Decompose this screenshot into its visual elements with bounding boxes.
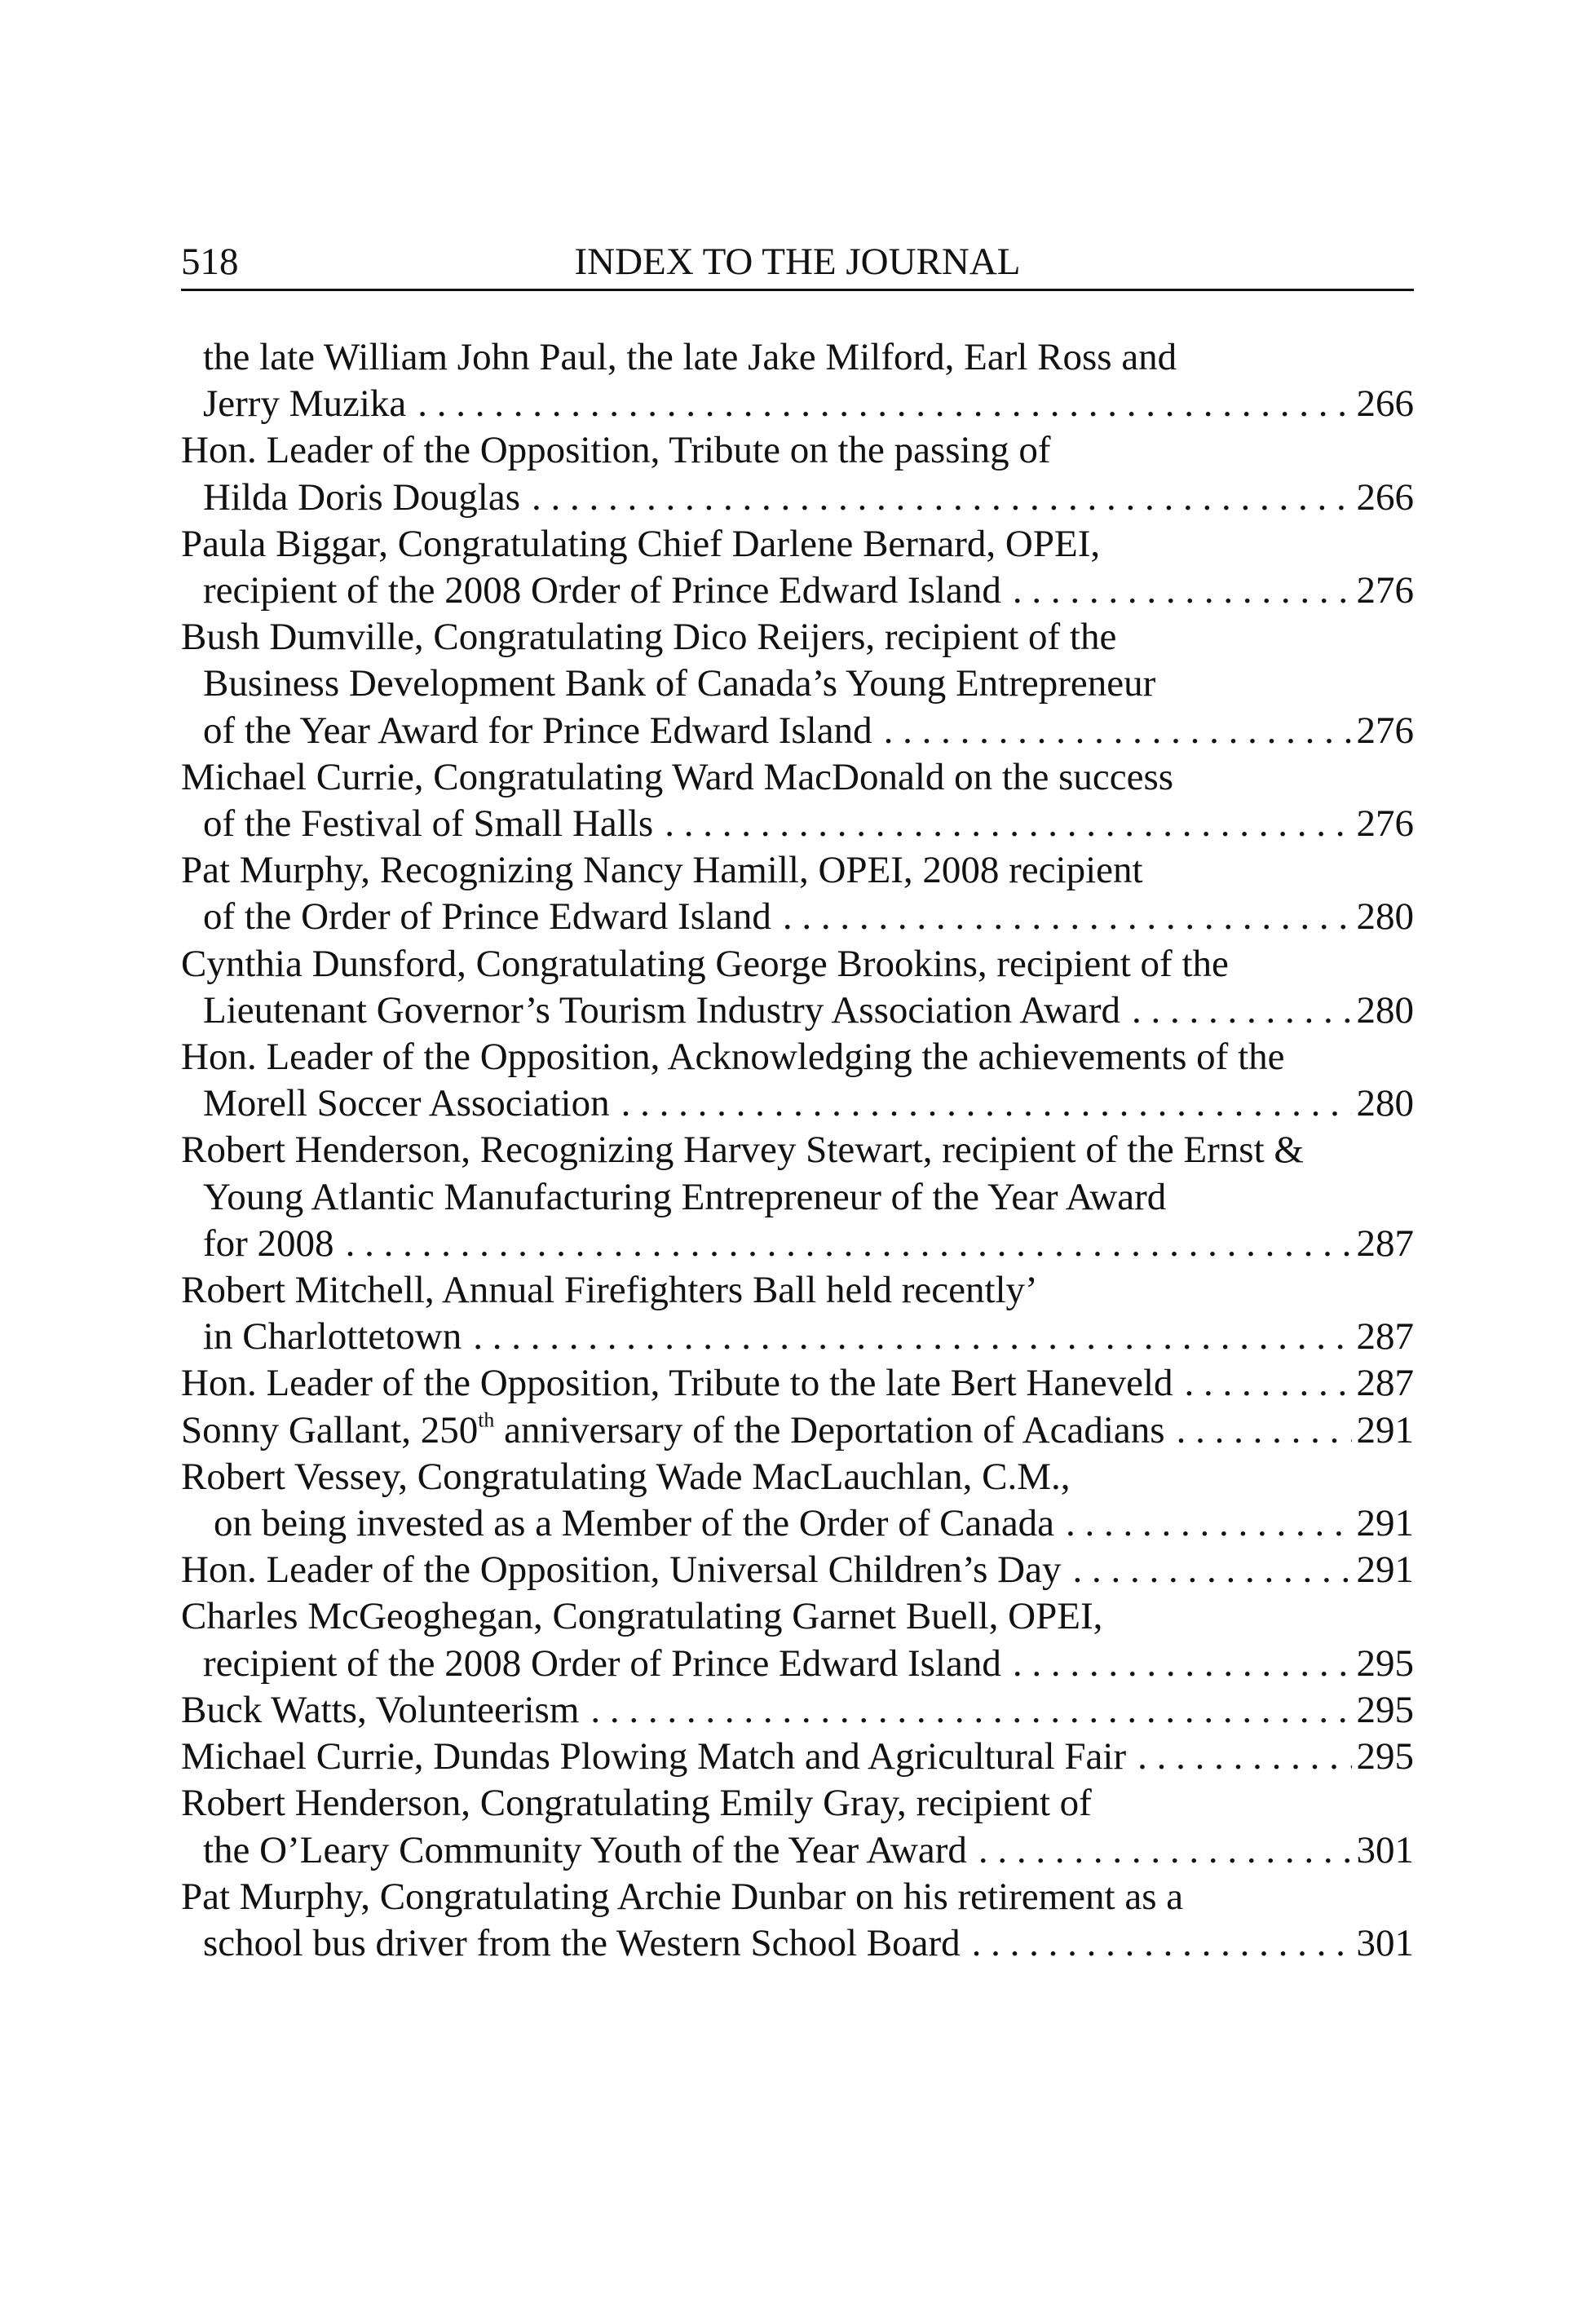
page-reference: 276 <box>1356 802 1414 846</box>
index-entry <box>181 941 1414 1034</box>
dot-leader <box>1013 1641 1352 1687</box>
index-entry <box>181 1407 1414 1454</box>
entry-line: Hon. Leader of the Opposition, Tribute on the passing of <box>181 429 1051 472</box>
entry-final-line <box>181 1641 1414 1687</box>
entry-text: Hilda Doris Douglas <box>203 475 521 519</box>
entry-text-part: Sonny Gallant, 250 <box>181 1408 479 1451</box>
entry-line: Hon. Leader of the Opposition, Acknowledging the achievements of the <box>181 1036 1285 1079</box>
index-entry <box>181 1127 1414 1267</box>
page-reference: 287 <box>1356 1315 1414 1359</box>
page-reference: 301 <box>1356 1828 1414 1871</box>
entry-text-part: anniversary of the Deportation of Acadians <box>494 1408 1165 1451</box>
dot-leader <box>473 1314 1351 1360</box>
index-entry <box>181 1687 1414 1734</box>
entry-line: Pat Murphy, Congratulating Archie Dunbar on his retirement as a <box>181 1875 1184 1918</box>
dot-leader <box>884 708 1352 754</box>
entry-final-line <box>181 1314 1414 1360</box>
entry-text: for 2008 <box>203 1222 334 1265</box>
dot-leader <box>972 1920 1352 1967</box>
dot-leader <box>1177 1407 1352 1454</box>
dot-leader <box>346 1221 1352 1267</box>
page-reference: 287 <box>1356 1362 1414 1405</box>
page-reference: 280 <box>1356 988 1414 1032</box>
entry-text: of the Order of Prince Edward Island <box>203 895 771 939</box>
entry-final-line <box>181 1547 1414 1593</box>
dot-leader <box>1185 1360 1352 1407</box>
dot-leader <box>417 381 1351 427</box>
dot-leader <box>621 1080 1352 1127</box>
dot-leader <box>665 801 1351 847</box>
page-reference: 291 <box>1356 1549 1414 1592</box>
superscript-ordinal: th <box>478 1407 495 1432</box>
entry-text: Michael Currie, Dundas Plowing Match and Agricultural Fair <box>181 1735 1127 1778</box>
index-entry <box>181 1593 1414 1686</box>
dot-leader <box>1072 1547 1351 1593</box>
index-entry <box>181 1454 1414 1547</box>
dot-leader <box>1013 568 1352 614</box>
entry-line: Robert Henderson, Recognizing Harvey Stewart, recipient of the Ernst & <box>181 1129 1304 1172</box>
entry-text: on being invested as a Member of the Order of Canada <box>214 1502 1055 1545</box>
index-entry <box>181 1547 1414 1593</box>
entry-text: Morell Soccer Association <box>203 1082 610 1125</box>
entry-final-line <box>181 708 1414 754</box>
entry-line: Bush Dumville, Congratulating Dico Reijers, recipient of the <box>181 616 1117 659</box>
entry-text: of the Festival of Small Halls <box>203 802 654 846</box>
page-number: 518 <box>181 241 239 283</box>
dot-leader <box>1066 1500 1351 1547</box>
page-reference: 287 <box>1356 1222 1414 1265</box>
entry-text: Buck Watts, Volunteerism <box>181 1688 580 1731</box>
entry-final-line <box>181 1734 1414 1780</box>
entry-text: of the Year Award for Prince Edward Island <box>203 709 872 752</box>
entry-line: Michael Currie, Congratulating Ward MacDonald on the success <box>181 755 1174 798</box>
page-reference: 295 <box>1356 1688 1414 1731</box>
entry-line: Business Development Bank of Canada’s Young Entrepreneur <box>203 662 1156 705</box>
entry-final-line <box>181 1687 1414 1734</box>
page-reference: 266 <box>1356 475 1414 519</box>
entry-line: Cynthia Dunsford, Congratulating George Brookins, recipient of the <box>181 942 1229 985</box>
entry-line: Pat Murphy, Recognizing Nancy Hamill, OPEI, 2008 recipient <box>181 849 1143 892</box>
entry-final-line <box>181 475 1414 521</box>
entry-text: Jerry Muzika <box>203 382 407 426</box>
page-reference: 295 <box>1356 1641 1414 1685</box>
page-reference: 280 <box>1356 895 1414 939</box>
entry-text: in Charlottetown <box>203 1315 462 1359</box>
entry-text: Hon. Leader of the Opposition, Tribute to the late Bert Haneveld <box>181 1362 1173 1405</box>
dot-leader <box>590 1687 1351 1734</box>
running-title: INDEX TO THE JOURNAL <box>574 241 1021 283</box>
page-reference: 301 <box>1356 1921 1414 1964</box>
page-reference: 280 <box>1356 1082 1414 1125</box>
index-entries <box>181 334 1414 1967</box>
entry-text <box>181 1407 1165 1454</box>
entry-text: recipient of the 2008 Order of Prince Edward Island <box>203 1641 1001 1685</box>
entry-line: the late William John Paul, the late Jake Milford, Earl Ross and <box>203 336 1177 378</box>
entry-text: recipient of the 2008 Order of Prince Edward Island <box>203 569 1001 612</box>
entry-final-line <box>181 801 1414 847</box>
entry-final-line <box>181 1920 1414 1967</box>
entry-final-line <box>181 1221 1414 1267</box>
index-entry <box>181 1734 1414 1780</box>
index-entry <box>181 1780 1414 1873</box>
entry-text: Lieutenant Governor’s Tourism Industry Association Award <box>203 988 1121 1032</box>
entry-text: school bus driver from the Western School Board <box>203 1921 961 1964</box>
entry-final-line <box>181 1407 1414 1454</box>
dot-leader <box>978 1827 1352 1874</box>
entry-text: Hon. Leader of the Opposition, Universal Children’s Day <box>181 1549 1062 1592</box>
index-entry <box>181 614 1414 754</box>
page-reference: 291 <box>1356 1502 1414 1545</box>
index-entry <box>181 1874 1414 1967</box>
entry-line: Robert Mitchell, Annual Firefighters Ball held recently’ <box>181 1269 1038 1312</box>
page-reference: 291 <box>1356 1408 1414 1451</box>
entry-final-line <box>181 568 1414 614</box>
entry-final-line <box>181 1080 1414 1127</box>
index-entry <box>181 521 1414 614</box>
index-entry <box>181 1267 1414 1360</box>
entry-final-line <box>181 1827 1414 1874</box>
entry-text: the O’Leary Community Youth of the Year Award <box>203 1828 967 1871</box>
index-entry <box>181 427 1414 520</box>
page-reference: 295 <box>1356 1735 1414 1778</box>
entry-final-line <box>181 1360 1414 1407</box>
dot-leader <box>532 475 1351 521</box>
index-entry <box>181 754 1414 847</box>
index-entry <box>181 334 1414 427</box>
entry-line: Charles McGeoghegan, Congratulating Garnet Buell, OPEI, <box>181 1595 1103 1638</box>
entry-final-line <box>181 1500 1414 1547</box>
entry-line: Paula Biggar, Congratulating Chief Darlene Bernard, OPEI, <box>181 522 1101 565</box>
entry-line: Robert Henderson, Congratulating Emily Gray, recipient of <box>181 1782 1092 1825</box>
page-reference: 276 <box>1356 709 1414 752</box>
running-header <box>181 240 1414 291</box>
dot-leader <box>1137 1734 1351 1780</box>
index-entry <box>181 1360 1414 1407</box>
entry-line: Young Atlantic Manufacturing Entrepreneur of the Year Award <box>203 1175 1167 1218</box>
entry-line: Robert Vessey, Congratulating Wade MacLauchlan, C.M., <box>181 1455 1071 1498</box>
index-entry <box>181 1034 1414 1127</box>
dot-leader <box>1132 987 1351 1034</box>
entry-final-line <box>181 987 1414 1034</box>
page-reference: 266 <box>1356 382 1414 426</box>
page-reference: 276 <box>1356 569 1414 612</box>
entry-final-line <box>181 381 1414 427</box>
dot-leader <box>783 894 1352 940</box>
index-entry <box>181 847 1414 940</box>
entry-final-line <box>181 894 1414 940</box>
